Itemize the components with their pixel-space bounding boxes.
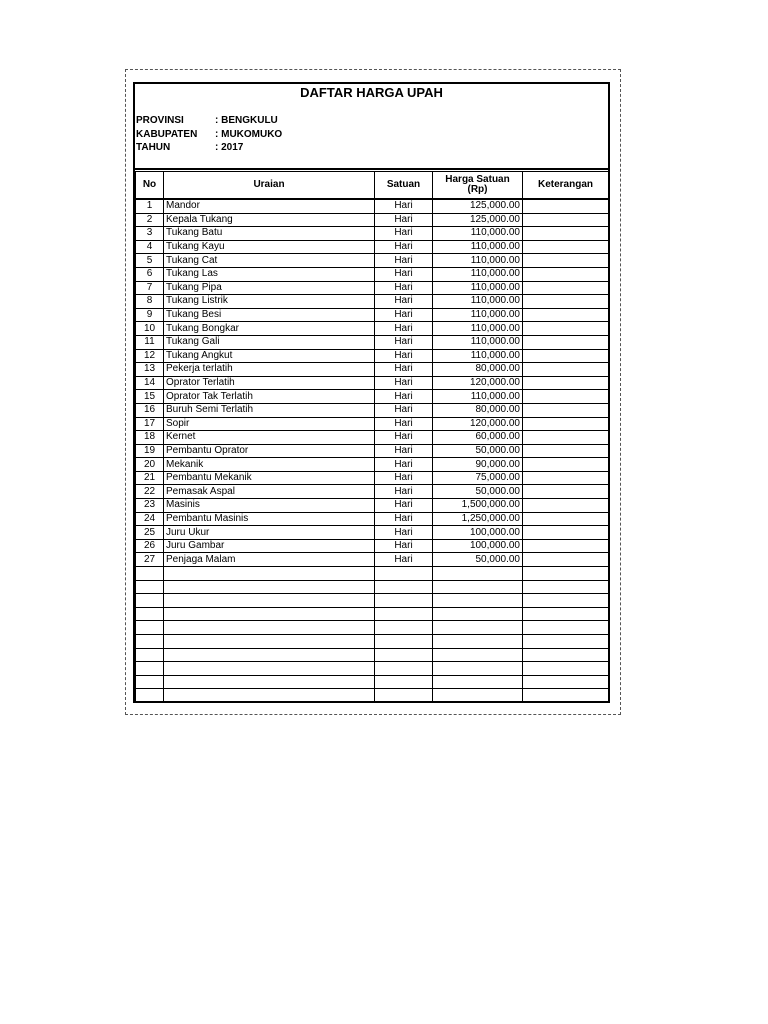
row-unit: Hari: [375, 539, 433, 553]
row-description: Pembantu Oprator: [164, 444, 375, 458]
row-number: [136, 648, 164, 662]
row-number: [136, 607, 164, 621]
row-description: Tukang Batu: [164, 227, 375, 241]
row-description: Pekerja terlatih: [164, 363, 375, 377]
row-number: [136, 567, 164, 581]
row-number: [136, 621, 164, 635]
row-number: 3: [136, 227, 164, 241]
row-remarks: [523, 471, 609, 485]
row-unit: [375, 662, 433, 676]
row-remarks: [523, 526, 609, 540]
table-row: [136, 431, 609, 445]
row-unit-price: 1,500,000.00: [433, 499, 523, 513]
row-description: Tukang Besi: [164, 308, 375, 322]
row-remarks: [523, 417, 609, 431]
row-unit: Hari: [375, 254, 433, 268]
row-unit: Hari: [375, 444, 433, 458]
row-number: 10: [136, 322, 164, 336]
row-remarks: [523, 553, 609, 567]
row-remarks: [523, 390, 609, 404]
row-number: 13: [136, 363, 164, 377]
table-row: [136, 675, 609, 689]
row-unit: [375, 621, 433, 635]
table-row: [136, 227, 609, 241]
row-remarks: [523, 308, 609, 322]
row-unit: [375, 648, 433, 662]
row-unit-price: 120,000.00: [433, 417, 523, 431]
row-remarks: [523, 431, 609, 445]
row-description: Tukang Pipa: [164, 281, 375, 295]
row-description: Tukang Listrik: [164, 295, 375, 309]
row-remarks: [523, 689, 609, 703]
row-unit-price: 50,000.00: [433, 485, 523, 499]
row-unit: Hari: [375, 376, 433, 390]
row-unit-price: 90,000.00: [433, 458, 523, 472]
row-description: Juru Gambar: [164, 539, 375, 553]
row-remarks: [523, 349, 609, 363]
row-number: 23: [136, 499, 164, 513]
row-remarks: [523, 335, 609, 349]
row-number: 18: [136, 431, 164, 445]
row-unit-price: [433, 621, 523, 635]
col-header-description: Uraian: [164, 172, 375, 200]
row-unit-price: 125,000.00: [433, 199, 523, 213]
row-unit-price: 110,000.00: [433, 322, 523, 336]
row-unit-price: 1,250,000.00: [433, 512, 523, 526]
row-unit-price: 120,000.00: [433, 376, 523, 390]
row-description: Pembantu Mekanik: [164, 471, 375, 485]
document-title: DAFTAR HARGA UPAH: [300, 85, 443, 100]
row-description: Mandor: [164, 199, 375, 213]
row-unit: Hari: [375, 199, 433, 213]
table-row: [136, 635, 609, 649]
row-description: Tukang Kayu: [164, 240, 375, 254]
row-description: [164, 594, 375, 608]
meta-value: : MUKOMUKO: [215, 129, 283, 140]
table-row: [136, 512, 609, 526]
row-unit-price: 110,000.00: [433, 390, 523, 404]
row-unit-price: 60,000.00: [433, 431, 523, 445]
row-description: Pemasak Aspal: [164, 485, 375, 499]
row-description: Penjaga Malam: [164, 553, 375, 567]
row-number: 1: [136, 199, 164, 213]
row-unit: Hari: [375, 363, 433, 377]
row-unit-price: [433, 635, 523, 649]
row-unit-price: 110,000.00: [433, 349, 523, 363]
row-unit-price: [433, 662, 523, 676]
row-number: 19: [136, 444, 164, 458]
table-row: [136, 580, 609, 594]
row-number: 26: [136, 539, 164, 553]
row-unit: Hari: [375, 526, 433, 540]
row-unit: [375, 675, 433, 689]
row-unit: Hari: [375, 512, 433, 526]
row-remarks: [523, 648, 609, 662]
table-row: [136, 485, 609, 499]
table-row: [136, 213, 609, 227]
row-unit-price: 80,000.00: [433, 403, 523, 417]
row-unit: Hari: [375, 322, 433, 336]
row-remarks: [523, 594, 609, 608]
row-number: 5: [136, 254, 164, 268]
table-row: [136, 621, 609, 635]
table-body: [136, 199, 609, 702]
row-unit: Hari: [375, 553, 433, 567]
row-unit-price: 110,000.00: [433, 240, 523, 254]
row-remarks: [523, 227, 609, 241]
row-description: [164, 567, 375, 581]
row-description: [164, 621, 375, 635]
row-unit-price: [433, 607, 523, 621]
table-row: [136, 567, 609, 581]
row-number: 2: [136, 213, 164, 227]
row-description: Kepala Tukang: [164, 213, 375, 227]
row-number: [136, 594, 164, 608]
row-remarks: [523, 607, 609, 621]
table-row: [136, 553, 609, 567]
table-row: [136, 526, 609, 540]
row-remarks: [523, 403, 609, 417]
row-unit-price: 75,000.00: [433, 471, 523, 485]
table-row: [136, 295, 609, 309]
col-header-unit: Satuan: [375, 172, 433, 200]
row-description: Masinis: [164, 499, 375, 513]
row-number: 21: [136, 471, 164, 485]
row-description: Tukang Angkut: [164, 349, 375, 363]
row-unit-price: [433, 594, 523, 608]
row-unit: Hari: [375, 403, 433, 417]
row-description: Kernet: [164, 431, 375, 445]
row-description: [164, 662, 375, 676]
meta-value: : BENGKULU: [215, 115, 278, 126]
row-remarks: [523, 281, 609, 295]
row-description: Tukang Cat: [164, 254, 375, 268]
meta-label: PROVINSI: [136, 115, 184, 126]
row-description: Mekanik: [164, 458, 375, 472]
row-unit-price: 100,000.00: [433, 526, 523, 540]
table-row: [136, 267, 609, 281]
row-number: 14: [136, 376, 164, 390]
row-description: Oprator Tak Terlatih: [164, 390, 375, 404]
row-number: [136, 675, 164, 689]
row-number: 15: [136, 390, 164, 404]
row-description: Pembantu Masinis: [164, 512, 375, 526]
row-remarks: [523, 376, 609, 390]
row-number: 7: [136, 281, 164, 295]
row-unit-price: 110,000.00: [433, 267, 523, 281]
table-row: [136, 539, 609, 553]
row-number: [136, 635, 164, 649]
row-description: Tukang Bongkar: [164, 322, 375, 336]
row-unit-price: 125,000.00: [433, 213, 523, 227]
col-header-unit-price: [433, 172, 523, 200]
table-row: [136, 607, 609, 621]
row-unit: Hari: [375, 267, 433, 281]
row-unit-price: 110,000.00: [433, 295, 523, 309]
row-unit: Hari: [375, 227, 433, 241]
table-row: [136, 349, 609, 363]
row-description: Tukang Las: [164, 267, 375, 281]
col-header-price-line1: Harga Satuan: [445, 174, 510, 185]
row-remarks: [523, 213, 609, 227]
row-unit: Hari: [375, 485, 433, 499]
row-unit-price: 80,000.00: [433, 363, 523, 377]
row-unit-price: [433, 567, 523, 581]
row-number: 11: [136, 335, 164, 349]
row-description: Oprator Terlatih: [164, 376, 375, 390]
row-remarks: [523, 512, 609, 526]
row-description: [164, 607, 375, 621]
row-remarks: [523, 675, 609, 689]
row-remarks: [523, 662, 609, 676]
table-row: [136, 444, 609, 458]
table-row: [136, 594, 609, 608]
row-unit-price: 110,000.00: [433, 254, 523, 268]
row-unit-price: 110,000.00: [433, 227, 523, 241]
row-unit: [375, 607, 433, 621]
row-description: [164, 635, 375, 649]
table-row: [136, 335, 609, 349]
table-row: [136, 376, 609, 390]
row-remarks: [523, 567, 609, 581]
table-row: [136, 199, 609, 213]
col-header-remarks: Keterangan: [523, 172, 609, 200]
row-unit: Hari: [375, 349, 433, 363]
meta-label: TAHUN: [136, 142, 171, 153]
row-remarks: [523, 499, 609, 513]
table-row: [136, 403, 609, 417]
row-unit-price: 110,000.00: [433, 308, 523, 322]
row-unit: Hari: [375, 308, 433, 322]
table-row: [136, 240, 609, 254]
row-number: 24: [136, 512, 164, 526]
row-unit-price: [433, 675, 523, 689]
table-row: [136, 322, 609, 336]
row-unit: [375, 567, 433, 581]
table-row: [136, 648, 609, 662]
row-number: 20: [136, 458, 164, 472]
row-number: 25: [136, 526, 164, 540]
row-number: 16: [136, 403, 164, 417]
row-unit-price: 50,000.00: [433, 444, 523, 458]
row-remarks: [523, 322, 609, 336]
row-unit-price: 110,000.00: [433, 335, 523, 349]
row-number: 17: [136, 417, 164, 431]
row-unit: Hari: [375, 431, 433, 445]
row-remarks: [523, 580, 609, 594]
row-unit: Hari: [375, 417, 433, 431]
table-header-row: [136, 172, 609, 200]
row-remarks: [523, 295, 609, 309]
table-row: [136, 458, 609, 472]
header-separator: [135, 168, 608, 170]
table-row: [136, 308, 609, 322]
meta-label: KABUPATEN: [136, 129, 198, 140]
wage-table: [135, 171, 609, 703]
row-remarks: [523, 363, 609, 377]
row-number: 8: [136, 295, 164, 309]
row-description: [164, 648, 375, 662]
row-unit: Hari: [375, 240, 433, 254]
price-list-sheet: [133, 82, 610, 703]
row-number: [136, 580, 164, 594]
row-unit: [375, 689, 433, 703]
row-unit-price: [433, 580, 523, 594]
row-unit-price: 50,000.00: [433, 553, 523, 567]
row-number: 12: [136, 349, 164, 363]
row-number: [136, 662, 164, 676]
row-unit: Hari: [375, 458, 433, 472]
table-row: [136, 417, 609, 431]
row-unit-price: 100,000.00: [433, 539, 523, 553]
table-row: [136, 363, 609, 377]
row-number: 9: [136, 308, 164, 322]
row-number: 22: [136, 485, 164, 499]
table-row: [136, 499, 609, 513]
row-unit: Hari: [375, 335, 433, 349]
row-description: Tukang Gali: [164, 335, 375, 349]
row-remarks: [523, 485, 609, 499]
row-unit: Hari: [375, 281, 433, 295]
meta-value: : 2017: [215, 142, 244, 153]
row-remarks: [523, 267, 609, 281]
row-number: 27: [136, 553, 164, 567]
row-remarks: [523, 444, 609, 458]
table-row: [136, 281, 609, 295]
row-description: Juru Ukur: [164, 526, 375, 540]
row-number: 4: [136, 240, 164, 254]
table-row: [136, 471, 609, 485]
row-remarks: [523, 539, 609, 553]
row-description: [164, 689, 375, 703]
row-unit: Hari: [375, 499, 433, 513]
col-header-no: No: [136, 172, 164, 200]
row-description: [164, 580, 375, 594]
row-remarks: [523, 621, 609, 635]
row-unit-price: [433, 648, 523, 662]
row-unit: Hari: [375, 213, 433, 227]
row-remarks: [523, 240, 609, 254]
row-remarks: [523, 199, 609, 213]
col-header-price-line2: (Rp): [467, 184, 488, 195]
row-unit: Hari: [375, 471, 433, 485]
row-unit: Hari: [375, 390, 433, 404]
row-unit: [375, 580, 433, 594]
row-description: Buruh Semi Terlatih: [164, 403, 375, 417]
row-number: [136, 689, 164, 703]
table-row: [136, 254, 609, 268]
row-remarks: [523, 635, 609, 649]
row-remarks: [523, 458, 609, 472]
row-remarks: [523, 254, 609, 268]
row-description: Sopir: [164, 417, 375, 431]
row-unit: Hari: [375, 295, 433, 309]
table-row: [136, 390, 609, 404]
row-unit-price: [433, 689, 523, 703]
row-unit-price: 110,000.00: [433, 281, 523, 295]
row-unit: [375, 635, 433, 649]
row-number: 6: [136, 267, 164, 281]
table-row: [136, 689, 609, 703]
row-unit: [375, 594, 433, 608]
row-description: [164, 675, 375, 689]
table-row: [136, 662, 609, 676]
